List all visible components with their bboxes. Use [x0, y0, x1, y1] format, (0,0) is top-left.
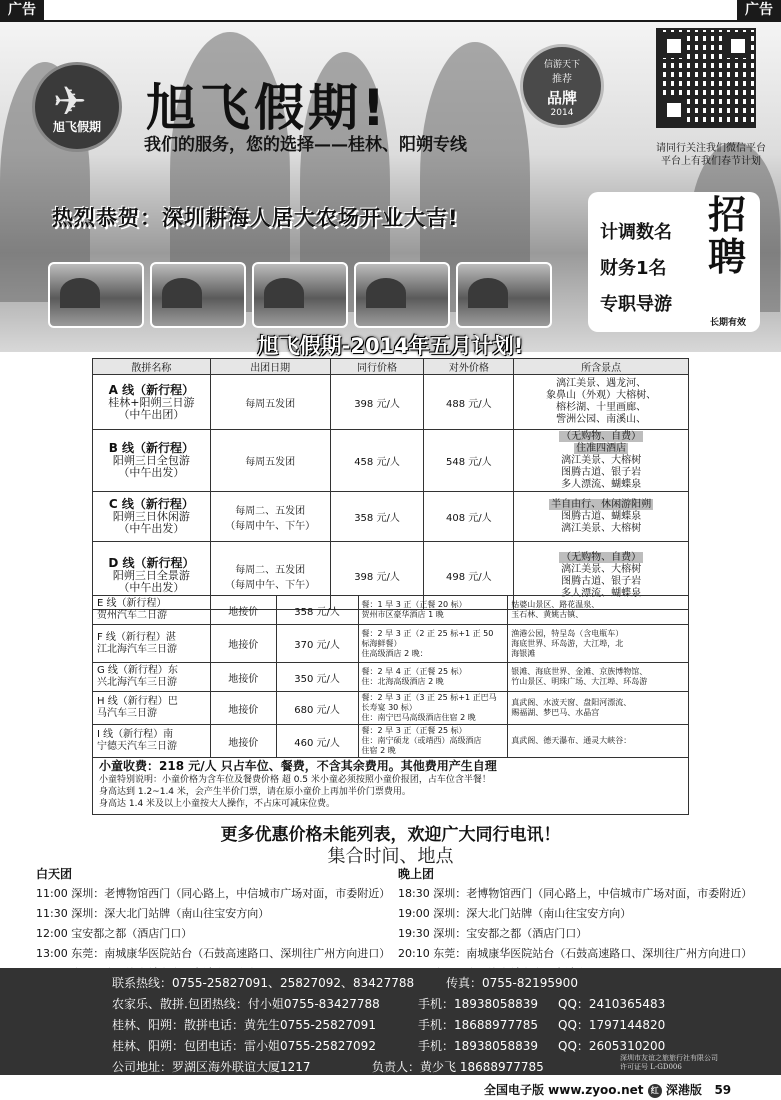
- spot-line: 真武阁、水波天窗、盘阳河漂流、: [511, 698, 632, 707]
- bird-icon: ✈: [53, 79, 87, 125]
- contact-owner: 负责人：黄少飞 18688977785: [372, 1060, 544, 1074]
- kids-note: 身高达到 1.2~1.4 米，会产生半价门票，请在原小童价上再加半价门票费用。: [99, 787, 411, 797]
- table-row: [93, 692, 689, 725]
- qr-corner: [726, 34, 750, 58]
- meal-line: 餐：1 早 3 正（正餐 20 标）: [361, 600, 467, 609]
- contact-qq: QQ：2410365483: [558, 997, 666, 1011]
- page-footer: [484, 1081, 731, 1098]
- schedule-item: 19:00 深圳：深大北门站牌（南山往宝安方向）: [398, 907, 632, 920]
- spot-line: 图腾古道、银子岩: [561, 466, 642, 478]
- date-cell: [210, 375, 330, 430]
- sub-route: [93, 663, 211, 692]
- meal-line: 标海鲜餐）: [361, 638, 402, 648]
- sub-price: 370 元/人: [276, 625, 358, 663]
- sub-price: 358 元/人: [276, 596, 358, 625]
- recruit-item: 财务1名: [600, 258, 667, 279]
- route-name: 阳朔三日休闲游: [112, 510, 190, 523]
- public-price: 488 元/人: [424, 375, 514, 430]
- ad-label-right: 广告: [737, 0, 781, 20]
- spot-line: 象鼻山（外观）大榕树、: [546, 390, 657, 401]
- meal-line: 餐：2 早 3 正（3 正 25 标+1 正巴马: [361, 693, 497, 702]
- spot-line: 赐福湖、梦巴马、水晶宫: [511, 708, 600, 717]
- scenic-photo: [48, 262, 144, 328]
- sub-spots: [508, 663, 689, 692]
- peer-price: 398 元/人: [330, 375, 424, 430]
- congrats-banner: 热烈恭贺：深圳耕海人居大农场开业大吉!: [52, 206, 459, 230]
- route-cell: [93, 375, 211, 430]
- spot-line: 漓江美景、遇龙河、: [556, 378, 647, 389]
- contact-fax: 传真：0755-82195900: [446, 976, 578, 990]
- sub-spots: [508, 725, 689, 758]
- spot-highlight: 住准四酒店: [576, 442, 627, 454]
- seal-mid: 推荐: [552, 74, 572, 85]
- recruit-valid: 长期有效: [709, 318, 746, 328]
- depart-time: （中午出团）: [118, 407, 185, 421]
- spot-line: 银滩、海底世界、金滩、京族博物馆、: [511, 667, 648, 676]
- contact-main: 农家乐、散拼.包团热线：付小姐0755-83427788: [112, 997, 380, 1011]
- meal-line: 餐：2 早 3 正（正餐 25 标）: [361, 726, 467, 735]
- date-text: 每周二、五发团: [235, 564, 306, 576]
- spots-cell: [514, 492, 689, 542]
- schedule-item: 20:10 东莞：南城康华医院站台（石鼓高速路口、深圳往广州方向进口）: [398, 947, 753, 960]
- scenic-photo: [456, 262, 552, 328]
- sub-price: 460 元/人: [276, 725, 358, 758]
- recruit-title: 招聘: [708, 193, 747, 279]
- scenic-photo: [252, 262, 348, 328]
- spot-line: 图腾古道、蝴蝶泉: [561, 510, 642, 522]
- route-name: 桂林+阳朔三日游: [108, 395, 195, 409]
- sub-label: 地接价: [210, 663, 276, 692]
- public-price: 548 元/人: [424, 430, 514, 492]
- meal-line: 住宿 2 晚: [361, 746, 396, 755]
- line-name: C 线（新行程）: [108, 497, 194, 511]
- spots-cell: [514, 375, 689, 430]
- peer-price: 358 元/人: [330, 492, 424, 542]
- scenic-photo: [354, 262, 450, 328]
- public-price: 498 元/人: [424, 542, 514, 610]
- line-name: A 线（新行程）: [108, 382, 195, 397]
- date-text: 每周五发团: [245, 398, 296, 410]
- sub-meal: [358, 596, 508, 625]
- schedule-item: 18:30 深圳：老博物馆西门（同心路上，中信城市广场对面，市委附近）: [398, 887, 753, 900]
- schedule-item: 13:00 东莞：南城康华医院站台（石鼓高速路口、深圳往广州方向进口）: [36, 947, 391, 960]
- spot-highlight: 半自由行、休闲游阳朔: [551, 498, 652, 510]
- seal-year: 2014: [550, 108, 574, 118]
- depart-time: （中午出发）: [118, 466, 185, 479]
- sub-route-line: I 线（新行程）南: [97, 729, 174, 740]
- night-title: 晚上团: [398, 867, 435, 881]
- kids-main: 小童收费：218 元/人 只占车位、餐费，不含其余费用。其他费用产生自理: [99, 759, 497, 773]
- meal-line: 住：南宁巴马高级酒店住宿 2 晚: [361, 713, 476, 722]
- table-row: [93, 663, 689, 692]
- sub-price: 680 元/人: [276, 692, 358, 725]
- spot-highlight: （无购物、自费）: [561, 551, 642, 563]
- spot-line: 漓江美景、大榕树: [561, 563, 642, 575]
- spot-line: 姑婆山景区、路花温泉、: [511, 600, 600, 609]
- qr-note-line-1: 请同行关注我们微信平台: [656, 143, 766, 154]
- contact-mobile: 手机：18938058839: [418, 1039, 538, 1053]
- route-name: 阳朔三日全包游: [112, 454, 190, 467]
- kids-pricing: [92, 755, 689, 815]
- col-header: 所含景点: [514, 359, 689, 375]
- sub-route: [93, 725, 211, 758]
- date-text: 每周二、五发团: [235, 505, 306, 517]
- schedule-item: 19:30 深圳：宝安都之都（酒店门口）: [398, 927, 588, 940]
- meal-line: 贺州市区豪华酒店 1 晚: [361, 610, 444, 619]
- sub-price: 350 元/人: [276, 663, 358, 692]
- sub-route-line: 贺州汽车二日游: [97, 610, 167, 621]
- contact-panel: [0, 968, 781, 1075]
- sub-route-line: G 线（新行程）东: [97, 665, 178, 676]
- contact-mobile: 手机：18688977785: [418, 1018, 538, 1032]
- date-sub: （每周中午、下午）: [225, 520, 316, 532]
- sub-route-line: F 线（新行程）湛: [97, 631, 176, 643]
- sub-meal: [358, 725, 508, 758]
- spot-line: 竹山景区、明珠广场、大江埠、环岛游: [511, 677, 648, 686]
- qr-corner: [662, 98, 686, 122]
- sub-route-line: E 线（新行程）: [97, 598, 167, 609]
- day-title: 白天团: [36, 867, 73, 881]
- spot-line: 榕杉湖、十里画廊、: [556, 402, 647, 413]
- meal-line: 餐：2 早 3 正（2 正 25 标+1 正 50: [361, 628, 494, 638]
- spot-line: [514, 499, 688, 511]
- recruit-box: [588, 192, 760, 332]
- sub-label: 地接价: [210, 625, 276, 663]
- spot-line: 海底世界、环岛游，大江埠，北: [511, 638, 624, 648]
- sub-label: 地接价: [210, 692, 276, 725]
- license-info: [620, 1054, 718, 1072]
- spot-line: 图腾古道、银子岩: [561, 575, 642, 587]
- drive-tour-table: [92, 595, 689, 758]
- sub-spots: [508, 692, 689, 725]
- contact-qq: QQ：1797144820: [558, 1018, 666, 1032]
- sub-route-line: 马汽车三日游: [97, 708, 157, 719]
- meal-line: 住：南宁硕龙（或靖西）高级酒店: [361, 736, 482, 745]
- schedule-item: 12:00 宝安都之都（酒店门口）: [36, 927, 193, 940]
- contact-mobile: 手机：18938058839: [418, 997, 538, 1011]
- license-number: 许可证号 L-GD006: [620, 1063, 682, 1071]
- table-row: [93, 492, 689, 542]
- sub-meal: [358, 625, 508, 663]
- spot-line: 渔港公园，特呈岛（含电瓶车）: [511, 628, 624, 638]
- col-header: 对外价格: [424, 359, 514, 375]
- spot-line: 玉石林、黄姚古镇、: [511, 610, 584, 619]
- footer-site[interactable]: 全国电子版 www.zyoo.net: [484, 1083, 644, 1097]
- sub-label: 地接价: [210, 596, 276, 625]
- spot-line: 漓江美景、大榕树: [561, 522, 642, 534]
- qr-corner: [662, 34, 686, 58]
- meal-line: 餐：2 早 4 正（正餐 25 标）: [361, 667, 467, 676]
- spots-cell: [514, 430, 689, 492]
- sub-meal: [358, 692, 508, 725]
- route-cell: [93, 430, 211, 492]
- spot-line: 訾洲公园、南溪山、: [556, 414, 647, 425]
- qr-note: [646, 142, 776, 168]
- date-sub: （每周中午、下午）: [225, 579, 316, 591]
- peer-price: 398 元/人: [330, 542, 424, 610]
- depart-time: （中午出发）: [118, 581, 185, 594]
- col-header: 同行价格: [330, 359, 424, 375]
- table-row: [93, 725, 689, 758]
- qr-code[interactable]: [656, 28, 756, 128]
- sub-spots: [508, 625, 689, 663]
- spot-highlight: （无购物、自费）: [561, 430, 642, 442]
- brand-title: 旭飞假期!: [146, 79, 389, 137]
- brand-subtitle: 我们的服务，您的选择——桂林、阳朔专线: [144, 135, 467, 155]
- public-price: 408 元/人: [424, 492, 514, 542]
- meal-line: 长寿宴 30 标）: [361, 703, 417, 712]
- kids-note: 小童特别说明：小童价格为含车位及餐费价格 超 0.5 米小童必须按照小童价报团，占车位含半餐！: [99, 775, 491, 785]
- qr-note-line-2: 平台上有我们春节计划: [661, 156, 761, 167]
- brand-seal: [520, 44, 604, 128]
- sub-route: [93, 596, 211, 625]
- gather-title: 集合时间、地点: [327, 846, 454, 867]
- col-header: 出团日期: [210, 359, 330, 375]
- page-number: 59: [714, 1083, 732, 1097]
- contact-address: 公司地址：罗湖区海外联谊大厦1217: [112, 1060, 311, 1074]
- contact-qq: QQ：2605310200: [558, 1039, 666, 1053]
- sub-meal: [358, 663, 508, 692]
- sub-route: [93, 692, 211, 725]
- peer-price: 458 元/人: [330, 430, 424, 492]
- table-row: [93, 430, 689, 492]
- meal-line: 住高级酒店 2 晚：: [361, 648, 428, 658]
- scenic-photo: [150, 262, 246, 328]
- spot-line: [514, 443, 688, 455]
- route-name: 阳朔三日全景游: [112, 569, 190, 582]
- night-schedule: [398, 864, 752, 984]
- spot-line: 海银滩: [511, 648, 536, 658]
- table-row: [93, 625, 689, 663]
- contact-main: 桂林、阳朔：散拼电话：黄先生0755-25827091: [112, 1018, 376, 1032]
- table-row: [93, 596, 689, 625]
- license-company: 深圳市友谊之旅旅行社有限公司: [620, 1054, 718, 1062]
- spot-line: 多人漂流、蝴蝶泉: [561, 478, 642, 490]
- seal-main: 品牌: [546, 89, 577, 107]
- table-header-row: [93, 359, 689, 375]
- date-text: 每周五发团: [245, 457, 296, 468]
- meal-line: 住：北海高级酒店 2 晚: [361, 677, 444, 686]
- contact-main: 桂林、阳朔：包团电话：雷小姐0755-25827092: [112, 1039, 376, 1053]
- recruit-item: 专职导游: [600, 294, 672, 315]
- date-cell: [210, 492, 330, 542]
- contact-main: 联系热线：0755-25827091、25827092、83427788: [112, 976, 415, 990]
- col-header: 散拼名称: [93, 359, 211, 375]
- day-schedule: [36, 864, 390, 984]
- sub-spots: [508, 596, 689, 625]
- recruit-item: 计调数名: [600, 222, 672, 243]
- more-info: 更多优惠价格未能列表，欢迎广大同行电讯！: [220, 825, 561, 845]
- date-cell: [210, 430, 330, 492]
- depart-time: （中午出发）: [118, 522, 185, 535]
- sub-route-line: H 线（新行程）巴: [97, 696, 178, 707]
- spot-line: 漓江美景、大榕树: [561, 454, 642, 466]
- kids-note: 身高达 1.4 米及以上小童按大人操作，不占床可减床位费。: [99, 799, 336, 809]
- seal-top: 信游天下: [543, 60, 580, 70]
- sub-label: 地接价: [210, 725, 276, 758]
- plan-title: 旭飞假期-2014年五月计划!: [257, 334, 524, 358]
- schedule-item: 11:30 深圳：深大北门站牌（南山往宝安方向）: [36, 907, 270, 920]
- footer-edition: 深港版: [665, 1083, 702, 1097]
- route-cell: [93, 492, 211, 542]
- red-badge-icon: 红: [648, 1084, 662, 1098]
- sub-route-line: 宁德天汽车三日游: [97, 741, 177, 752]
- spot-line: 真武阁、德天瀑布、通灵大峡谷：: [511, 736, 632, 745]
- spot-line: [514, 431, 688, 443]
- ad-label-left: 广告: [0, 0, 44, 20]
- line-name: D 线（新行程）: [108, 556, 195, 570]
- table-row: [93, 375, 689, 430]
- spot-line: 多人漂流、蝴蝶泉: [561, 587, 642, 599]
- company-logo: [32, 62, 122, 152]
- sub-route-line: 江北海汽车三日游: [97, 643, 177, 655]
- spot-line: [514, 552, 688, 564]
- tour-table: [92, 358, 689, 610]
- schedule-item: 11:00 深圳：老博物馆西门（同心路上，中信城市广场对面，市委附近）: [36, 887, 391, 900]
- logo-text: 旭飞假期: [52, 120, 101, 134]
- line-name: B 线（新行程）: [108, 441, 195, 455]
- sub-route-line: 兴北海汽车三日游: [97, 677, 177, 688]
- sub-route: [93, 625, 211, 663]
